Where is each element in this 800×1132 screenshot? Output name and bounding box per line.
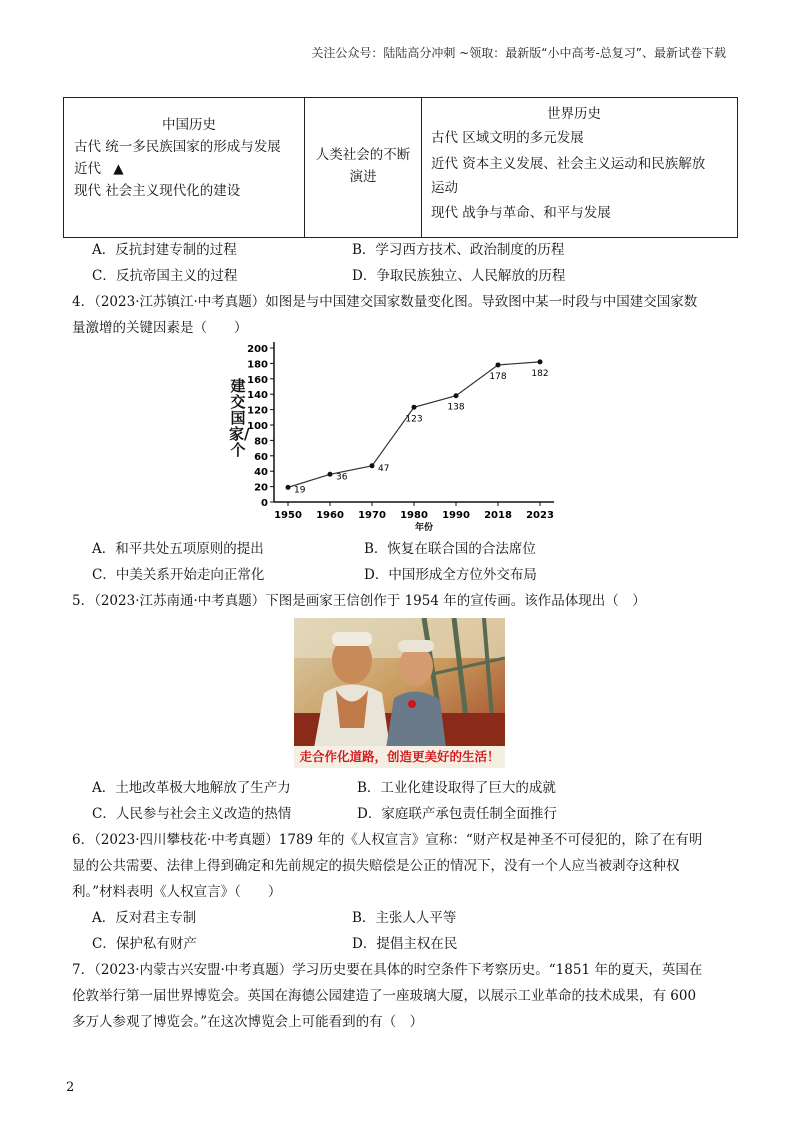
q6-option-b: B．主张人人平等 [352,910,457,926]
chart-y-tick-label: 100 [247,421,268,432]
chart-x-tick-label: 1970 [358,510,386,521]
world-history-cell [422,98,738,238]
chart-data-point [454,393,459,398]
chart-data-label: 19 [294,485,306,496]
china-ancient-row: 古代 统一多民族国家的形成与发展 [74,139,281,155]
chart-y-tick-label: 40 [254,467,268,479]
q5-text-line-1: 5．（2023·江苏南通·中考真题）下图是画家王信创作于 1954 年的宣传画。该作品体现出（ ） [72,593,646,609]
chart-data-point [286,485,291,490]
chart-data-label: 36 [336,472,348,483]
chart-y-tick-label: 160 [247,374,268,386]
blank-triangle-icon: ▲ [113,161,124,177]
q4-text-line-1: 4．（2023·江苏镇江·中考真题）如图是与中国建交国家数量变化图。导致图中某一时段与中国建交国家数 [72,294,698,310]
chart-x-tick-label: 1990 [442,510,470,521]
q4-text-line-2: 量激增的关键因素是（ ） [72,320,248,336]
q5-option-b: B．工业化建设取得了巨大的成就 [357,780,556,796]
chart-x-tick-label: 1950 [274,510,302,521]
diplomatic-relations-chart [240,336,570,532]
page-header: 关注公众号：陆陆高分冲刺 ~领取：最新版“小中高考-总复习”、最新试卷下载 [311,46,726,60]
q4-option-b: B．恢复在联合国的合法席位 [364,541,536,557]
chart-y-tick-label: 120 [247,405,268,417]
chart-data-point [370,463,375,468]
q3-option-c: C．反抗帝国主义的过程 [92,268,238,284]
q4-option-c: C．中美关系开始走向正常化 [92,567,265,583]
chart-x-label: 年份 [414,523,434,532]
chart-data-point [328,472,333,477]
chart-y-tick-label: 0 [261,498,268,509]
chart-data-label: 123 [405,414,423,425]
q7-text-line-1: 7．（2023·内蒙古兴安盟·中考真题）学习历史要在具体的时空条件下考察历史。“1851 年的夏天，英国在 [72,962,703,978]
history-structure-table [63,97,738,238]
middle-line-2: 演进 [349,169,377,185]
page-number: 2 [66,1080,75,1095]
china-history-title: 中国历史 [162,117,216,133]
q3-option-d: D．争取民族独立、人民解放的历程 [352,268,566,284]
q6-text-line-2: 显的公共需要、法律上得到确定和先前规定的损失赔偿是公正的情况下，没有一个人应当被剥夺这种权 [72,858,680,874]
china-modern-row [74,158,304,180]
chart-x-tick-label: 1980 [400,510,428,521]
chart-y-tick-label: 140 [247,390,268,402]
china-history-cell [64,98,305,238]
chart-y-label-text: 建交国家/个 [229,377,250,459]
chart-data-label: 182 [531,368,549,379]
chart-y-tick-label: 20 [254,482,268,494]
chart-data-label: 178 [489,371,507,382]
chart-data-point [412,405,417,410]
china-modern-label: 近代 [74,161,101,177]
chart-x-tick-label: 2018 [484,510,512,521]
chart-data-point [496,362,501,367]
q5-option-d: D．家庭联产承包责任制全面推行 [357,806,557,822]
q4-option-d: D．中国形成全方位外交布局 [364,567,537,583]
q6-text-line-1: 6．（2023·四川攀枝花·中考真题）1789 年的《人权宣言》宣称：“财产权是神圣不可侵犯的，除了在有明 [72,832,703,848]
chart-y-tick-label: 80 [254,436,268,448]
chart-data-point [538,359,543,364]
world-history-title: 世界历史 [547,106,601,122]
q3-option-b: B．学习西方技术、政治制度的历程 [352,242,565,258]
q7-text-line-3: 多万人参观了博览会。”在这次博览会上可能看到的有（ ） [72,1014,424,1030]
middle-cell [305,98,422,238]
q6-option-c: C．保护私有财产 [92,936,197,952]
q5-option-c: C．人民参与社会主义改造的热情 [92,806,292,822]
chart-data-label: 47 [378,463,390,474]
q6-text-line-3: 利。”材料表明《人权宣言》（ ） [72,884,282,900]
middle-line-1: 人类社会的不断 [315,147,411,163]
chart-y-tick-label: 60 [254,451,268,463]
q3-option-a: A．反抗封建专制的过程 [92,242,237,258]
q7-text-line-2: 伦敦举行第一届世界博览会。英国在海德公园建造了一座玻璃大厦，以展示工业革命的技术成果，有 600 [72,988,697,1004]
propaganda-poster-image [294,618,505,768]
q6-option-a: A．反对君主专制 [92,910,197,926]
q4-option-a: A．和平共处五项原则的提出 [92,541,264,557]
chart-data-label: 138 [447,402,465,413]
chart-x-tick-label: 1960 [316,510,344,521]
world-ancient-row: 古代 区域文明的多元发展 [431,130,584,146]
world-modern-row: 近代 资本主义发展、社会主义运动和民族解放 [431,156,706,172]
chart-x-tick-label: 2023 [526,510,554,521]
q5-option-a: A．土地改革极大地解放了生产力 [92,780,291,796]
chart-y-tick-label: 180 [247,359,268,371]
china-contemporary-row: 现代 社会主义现代化的建设 [74,183,241,199]
world-modern-row-cont: 运动 [431,180,458,196]
world-contemporary-row: 现代 战争与革命、和平与发展 [431,205,611,221]
chart-y-tick-label: 200 [247,344,268,355]
poster-caption: 走合作化道路，创造更美好的生活！ [299,749,500,764]
q6-option-d: D．提倡主权在民 [352,936,458,952]
